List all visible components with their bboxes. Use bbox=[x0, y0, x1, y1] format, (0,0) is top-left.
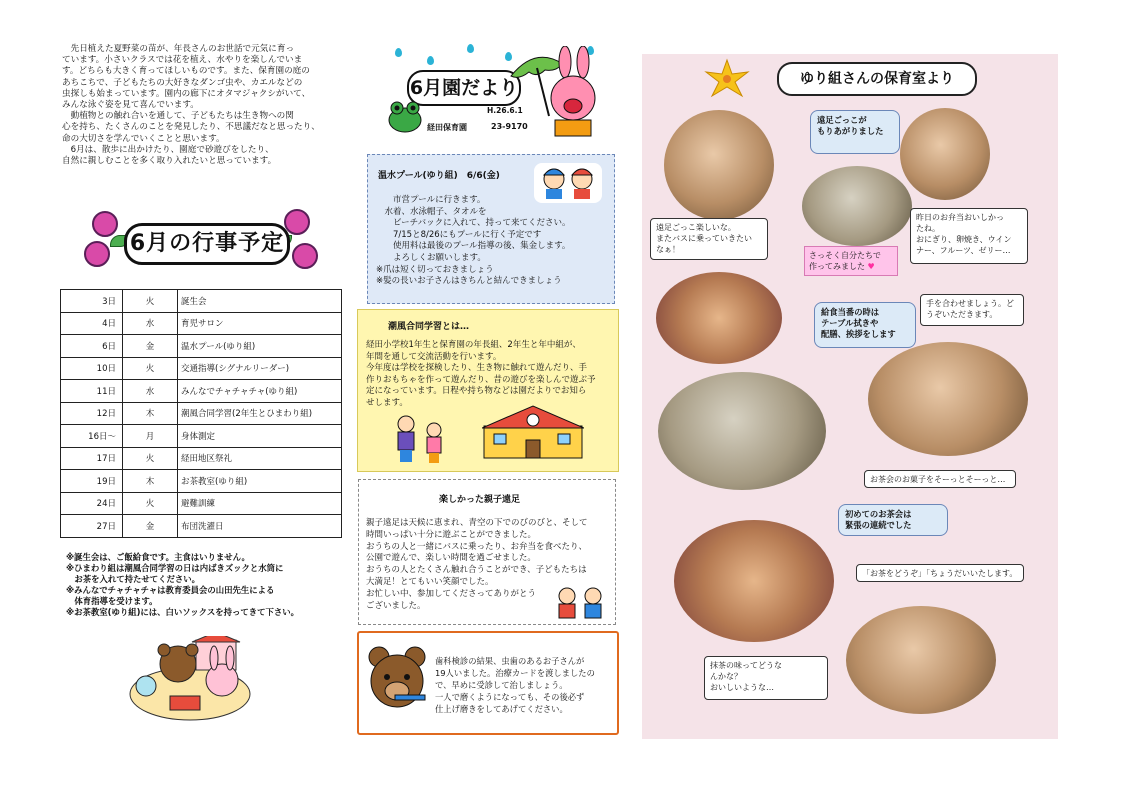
event-date: 24日 bbox=[61, 492, 123, 515]
photo-greeting bbox=[868, 342, 1028, 456]
pool-body bbox=[376, 195, 611, 288]
text-line: 歯科検診の結果、虫歯のあるお子さんが bbox=[435, 656, 585, 666]
text-line: 今年度は学校を探検したり、生き物に触れて遊んだり、手 bbox=[366, 363, 588, 374]
text-line: お忙しい中、参加してくださってありがとう bbox=[366, 588, 537, 599]
photo-tea-sweets bbox=[658, 372, 826, 490]
text-line: 自然に親しむことを多く取り入れたいと思っています。 bbox=[62, 156, 277, 167]
speech-bubble-bus bbox=[650, 218, 768, 260]
bubble-line: ナー、フルーツ、ゼリー… bbox=[916, 246, 1011, 255]
event-date: 10日 bbox=[61, 357, 123, 380]
text-line: ございました。 bbox=[366, 600, 426, 611]
speech-bubble-matcha bbox=[704, 656, 828, 700]
children-icon bbox=[388, 414, 454, 466]
swimming-kids-icon bbox=[534, 163, 602, 203]
event-name: 経田地区祭礼 bbox=[178, 447, 342, 470]
study-heading: 潮風合同学習とは… bbox=[388, 322, 470, 332]
bubble-line: 抹茶の味ってどうな bbox=[710, 661, 782, 670]
text-line: おうちの人とたくさん触れ合うことができ、子どもたちは bbox=[366, 565, 587, 576]
newsletter-title: 6月園だより bbox=[407, 70, 521, 106]
text-line: 命の大切さを学んでいくことと思います。 bbox=[62, 133, 225, 144]
text-line: 仕上げ磨きをしてあげてください。 bbox=[435, 704, 568, 714]
event-name: 布団洗濯日 bbox=[178, 515, 342, 538]
text-line: ※爪は短く切っておきましょう bbox=[376, 264, 494, 275]
caption-tea-ceremony bbox=[838, 504, 948, 536]
caption-bus-play bbox=[810, 110, 900, 154]
text-line: おうちの人と一緒にバスに乗ったり、お弁当を食べたり、 bbox=[366, 541, 588, 552]
event-date: 19日 bbox=[61, 470, 123, 493]
text-line: 6月は、散歩に出かけたり、園庭で砂遊びをしたり、 bbox=[62, 144, 274, 155]
photo-lunchbox-craft bbox=[802, 166, 912, 246]
caption-line: 配膳、挨拶をします bbox=[821, 329, 896, 339]
event-name: 誕生会 bbox=[178, 290, 342, 313]
heart-icon: ♥ bbox=[867, 262, 875, 271]
text-line: 作りおもちゃを作って遊んだり、昔の遊びを楽しんで遊ぶ予 bbox=[366, 374, 596, 385]
rabbit-umbrella-icon bbox=[505, 46, 601, 142]
table-row bbox=[61, 515, 342, 538]
hydrangea-icon bbox=[292, 243, 318, 269]
event-date: 4日 bbox=[61, 312, 123, 335]
bubble-line: 昨日のお弁当おいしかっ bbox=[916, 213, 1004, 222]
hydrangea-icon bbox=[284, 209, 310, 235]
text-line: 19人いました。治療カードを渡しましたの bbox=[435, 668, 595, 678]
caption-line: もりあがりました bbox=[817, 126, 884, 136]
schedule-notes bbox=[66, 552, 366, 618]
event-name: みんなでチャチャチャ(ゆり組) bbox=[178, 380, 342, 403]
event-name: 交通指導(シグナルリーダー) bbox=[178, 357, 342, 380]
study-body bbox=[366, 340, 612, 410]
text-line: ※みんなでチャチャチャは教育委員会の山田先生による bbox=[66, 585, 275, 595]
event-weekday: 火 bbox=[123, 357, 178, 380]
caption-line: 初めてのお茶会は bbox=[845, 509, 912, 519]
text-line: 7/15と8/26にもプールに行く予定です bbox=[376, 229, 542, 240]
bubble-line: うぞいただきます。 bbox=[926, 310, 998, 319]
text-line: で、早めに受診して治しましょう。 bbox=[435, 680, 568, 690]
text-line: よろしくお願いします。 bbox=[376, 252, 486, 263]
event-name: 温水プール(ゆり組) bbox=[178, 335, 342, 358]
classroom-title: ゆり組さんの保育室より bbox=[777, 62, 977, 96]
bubble-line: おいしいような… bbox=[710, 683, 774, 692]
event-name: 育児サロン bbox=[178, 312, 342, 335]
table-row bbox=[61, 492, 342, 515]
caption-line: 緊張の連続でした bbox=[845, 520, 912, 530]
text-line: 体育指導を受けます。 bbox=[66, 596, 158, 606]
dental-body bbox=[435, 655, 615, 715]
text-line: 先日植えた夏野菜の苗が、年長さんのお世話で元気に育っ bbox=[62, 44, 295, 54]
event-name: お茶教室(ゆり組) bbox=[178, 470, 342, 493]
classroom-photo-panel bbox=[642, 54, 1058, 739]
event-weekday: 火 bbox=[123, 447, 178, 470]
text-line: 親子遠足は天候に恵まれ、青空の下でのびのびと、そして bbox=[366, 518, 588, 528]
school-name: 経田保育園 bbox=[427, 123, 467, 132]
pool-section bbox=[367, 154, 615, 304]
issue-date: H.26.6.1 bbox=[487, 106, 523, 115]
intro-text bbox=[62, 44, 362, 167]
hydrangea-icon bbox=[92, 211, 118, 237]
event-weekday: 月 bbox=[123, 425, 178, 448]
event-date: 17日 bbox=[61, 447, 123, 470]
text-line: す。どちらも大きく育ってほしいものです。また、保育園の庭の bbox=[62, 66, 310, 77]
text-line: 大満足！とてもいい笑顔でした。 bbox=[366, 576, 494, 587]
table-row bbox=[61, 425, 342, 448]
text-line: 一人で磨くようになっても、その後必ず bbox=[435, 692, 585, 702]
caption-lunch-duty bbox=[814, 302, 916, 348]
text-line: ビーチバックに入れて、持って来てください。 bbox=[376, 218, 571, 229]
event-weekday: 木 bbox=[123, 402, 178, 425]
text-line: 経田小学校1年生と保育園の年長組、2年生と年中組が、 bbox=[366, 340, 581, 350]
newsletter-header bbox=[387, 42, 602, 142]
phone-number: 23-9170 bbox=[491, 122, 528, 131]
text-line: あちこちで、子どもたちの大好きなダンゴ虫や、カエルなどの bbox=[62, 77, 303, 88]
table-row bbox=[61, 357, 342, 380]
event-name: 避難訓練 bbox=[178, 492, 342, 515]
trip-heading: 楽しかった親子遠足 bbox=[439, 495, 521, 505]
photo-matcha bbox=[846, 606, 996, 714]
caption-line: テーブル拭きや bbox=[821, 318, 879, 328]
event-date: 16日～ bbox=[61, 425, 123, 448]
text-line: ※髪の長いお子さんはきちんと結んできましょう bbox=[376, 276, 562, 287]
text-line: ※お茶教室(ゆり組)には、白いソックスを持ってきて下さい。 bbox=[66, 607, 300, 617]
speech-bubble-sweets bbox=[864, 470, 1016, 488]
text-line: 虫探しも始まっています。園内の廊下にオタマジャクシがいて、 bbox=[62, 88, 311, 99]
animals-picnic-illustration bbox=[126, 636, 254, 724]
event-weekday: 木 bbox=[123, 470, 178, 493]
event-weekday: 火 bbox=[123, 492, 178, 515]
text-line: 定になっています。日程や持ち物などは園だよりでお知ら bbox=[366, 386, 587, 397]
frog-icon bbox=[387, 98, 423, 134]
photo-lunch-play bbox=[900, 108, 990, 200]
text-line: 時間いっぱい十分に遊ぶことができました。 bbox=[366, 529, 537, 540]
event-schedule-table bbox=[60, 289, 342, 538]
event-date: 12日 bbox=[61, 402, 123, 425]
family-icon bbox=[553, 586, 609, 620]
event-name: 潮風合同学習(2年生とひまわり組) bbox=[178, 402, 342, 425]
bear-brushing-icon bbox=[365, 643, 429, 723]
bubble-line: お茶会のお菓子をそーっとそーっと… bbox=[870, 475, 1006, 484]
joint-study-section bbox=[357, 309, 619, 472]
text-line: ※ひまわり組は潮風合同学習の日は内ばきズックと水筒に bbox=[66, 563, 284, 573]
text-line: 動植物との触れ合いを通して、子どもたちは生き物への関 bbox=[62, 111, 294, 122]
table-row bbox=[61, 447, 342, 470]
family-trip-section bbox=[358, 479, 616, 625]
text-line: みんな泳ぐ姿を見て喜んでいます。 bbox=[62, 100, 199, 111]
event-weekday: 水 bbox=[123, 380, 178, 403]
caption-line bbox=[809, 261, 893, 272]
text-line: 市営プールに行きます。 bbox=[376, 195, 486, 205]
event-weekday: 金 bbox=[123, 515, 178, 538]
table-row bbox=[61, 470, 342, 493]
text-line: せします。 bbox=[366, 397, 408, 408]
event-date: 11日 bbox=[61, 380, 123, 403]
text-line: お茶を入れて持たせてください。 bbox=[66, 574, 200, 584]
event-weekday: 火 bbox=[123, 290, 178, 313]
event-date: 3日 bbox=[61, 290, 123, 313]
photo-tea-serving bbox=[674, 520, 834, 642]
speech-bubble-lunch bbox=[910, 208, 1028, 264]
bubble-line: 手を合わせましょう。ど bbox=[926, 299, 1014, 308]
caption-line: さっそく自分たちで bbox=[809, 251, 881, 260]
text-line: 公園で遊んで、楽しい時間を過ごせました。 bbox=[366, 553, 536, 564]
table-row bbox=[61, 335, 342, 358]
bubble-line: 遠足ごっこ楽しいな。 bbox=[656, 223, 736, 232]
bubble-line: なぁ！ bbox=[656, 245, 680, 254]
raindrop-icon bbox=[467, 44, 474, 53]
raindrop-icon bbox=[427, 56, 434, 65]
photo-bus-play bbox=[664, 110, 774, 220]
dental-checkup-section bbox=[357, 631, 619, 735]
text-line: 年間を通して交流活動を行います。 bbox=[366, 351, 502, 362]
photo-lunch-duty bbox=[656, 272, 782, 364]
caption-line: 給食当番の時は bbox=[821, 307, 880, 317]
school-building-icon bbox=[482, 402, 584, 460]
table-row bbox=[61, 402, 342, 425]
bubble-line: おにぎり、卵焼き、ウイン bbox=[916, 235, 1012, 244]
speech-bubble-itadakimasu bbox=[920, 294, 1024, 326]
bubble-line: んかな？ bbox=[710, 672, 742, 681]
text-line: 使用料は最後のプール指導の後、集金します。 bbox=[376, 241, 571, 252]
event-weekday: 金 bbox=[123, 335, 178, 358]
events-title: 6月の行事予定 bbox=[124, 223, 290, 265]
table-row bbox=[61, 380, 342, 403]
table-row bbox=[61, 312, 342, 335]
text-line: 水着、水泳帽子、タオルを bbox=[376, 206, 487, 217]
text-line: 心を持ち、たくさんのことを発見したり、不思議だなと思ったり、 bbox=[62, 122, 320, 133]
speech-bubble-tea-serving bbox=[856, 564, 1024, 582]
events-banner bbox=[84, 205, 319, 275]
caption-line: 遠足ごっこが bbox=[817, 115, 867, 125]
event-name: 身体測定 bbox=[178, 425, 342, 448]
caption-made-ourselves bbox=[804, 246, 898, 276]
text-line: ※誕生会は、ご飯給食です。主食はいりません。 bbox=[66, 552, 250, 562]
bubble-line: たね。 bbox=[916, 224, 940, 233]
event-date: 27日 bbox=[61, 515, 123, 538]
bubble-line: またバスに乗っていきたい bbox=[656, 234, 752, 243]
pool-heading: 温水プール(ゆり組) 6/6(金) bbox=[378, 171, 500, 181]
event-weekday: 水 bbox=[123, 312, 178, 335]
event-date: 6日 bbox=[61, 335, 123, 358]
bubble-line: 「お茶をどうぞ」「ちょうだいいたします。 bbox=[862, 569, 1018, 578]
raindrop-icon bbox=[395, 48, 402, 57]
text-line: ています。小さいクラスでは花を植え、水やりを楽しんでいま bbox=[62, 55, 303, 66]
table-row bbox=[61, 290, 342, 313]
lily-flower-icon bbox=[704, 58, 750, 98]
hydrangea-icon bbox=[84, 241, 110, 267]
caption-text: 作ってみました bbox=[809, 262, 865, 271]
